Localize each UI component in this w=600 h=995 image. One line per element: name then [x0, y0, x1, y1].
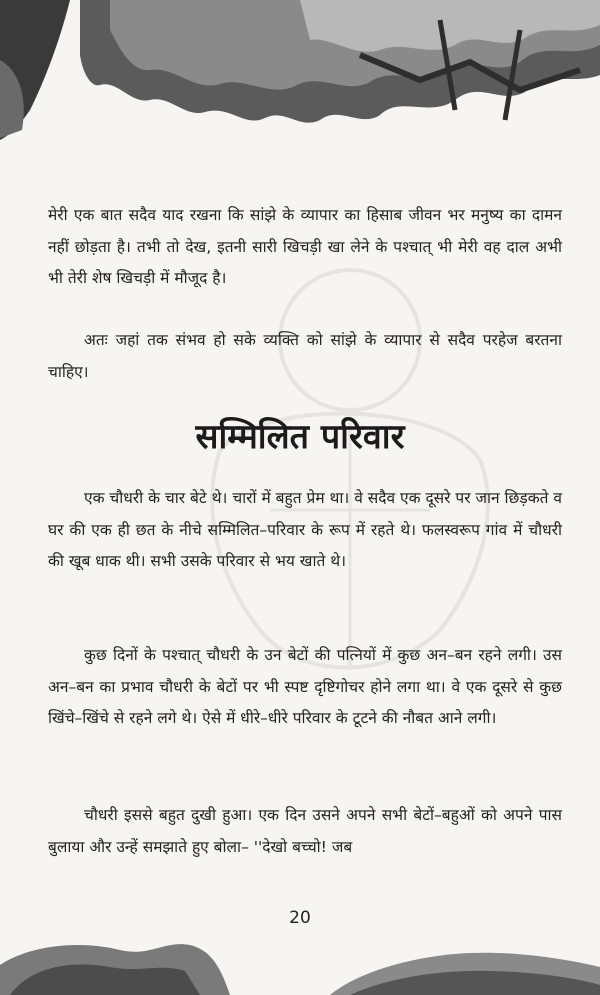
paragraph-text: चौधरी इससे बहुत दुखी हुआ। एक दिन उसने अपने सभी बेटों–बहुओं को अपने पास बुलाया और उन्हें समझाते हुए बोला– ''देखो बच्चो! जब — [48, 806, 562, 856]
paragraph-chaudhari-speech — [48, 800, 562, 863]
tree-illustration — [0, 0, 600, 170]
paragraph-conflict — [48, 640, 562, 735]
rock-illustration — [0, 905, 600, 995]
paragraph-sanjhe-vyapar — [48, 200, 562, 295]
paragraph-story-intro — [48, 483, 562, 578]
paragraph-text: कुछ दिनों के पश्चात् चौधरी के उन बेटों की पत्नियों में कुछ अन–बन रहने लगी। उस अन–बन का प्रभाव चौधरी के बेटों पर भी स्पष्ट दृष्टिगोचर होने लगा था। वे एक दूसरे से कुछ खिंचे–खिंचे से रहने लगे थे। ऐसे में धीरे–धीरे परिवार के टूटने की नौबत आने लगी। — [48, 646, 562, 727]
paragraph-text: मेरी एक बात सदैव याद रखना कि सांझे के व्यापार का हिसाब जीवन भर मनुष्य का दामन नहीं छोड़ता है। तभी तो देख, इतनी सारी खिचड़ी खा लेने के पश्चात् भी मेरी वह दाल अभी भी तेरी शेष खिचड़ी में मौजूद है। — [48, 206, 562, 287]
paragraph-text: अतः जहां तक संभव हो सके व्यक्ति को सांझे के व्यापार से सदैव परहेज बरतना चाहिए। — [48, 331, 562, 381]
story-title: सम्मिलित परिवार — [195, 417, 405, 457]
paragraph-text: एक चौधरी के चार बेटे थे। चारों में बहुत प्रेम था। वे सदैव एक दूसरे पर जान छिड़कते व घर की एक ही छत के नीचे सम्मिलित–परिवार के रूप में रहते थे। फलस्वरूप गांव में चौधरी की खूब धाक थी। सभी उसके परिवार से भय खाते थे। — [48, 489, 562, 570]
page-number: 20 — [289, 908, 311, 928]
paragraph-moral — [48, 325, 562, 388]
